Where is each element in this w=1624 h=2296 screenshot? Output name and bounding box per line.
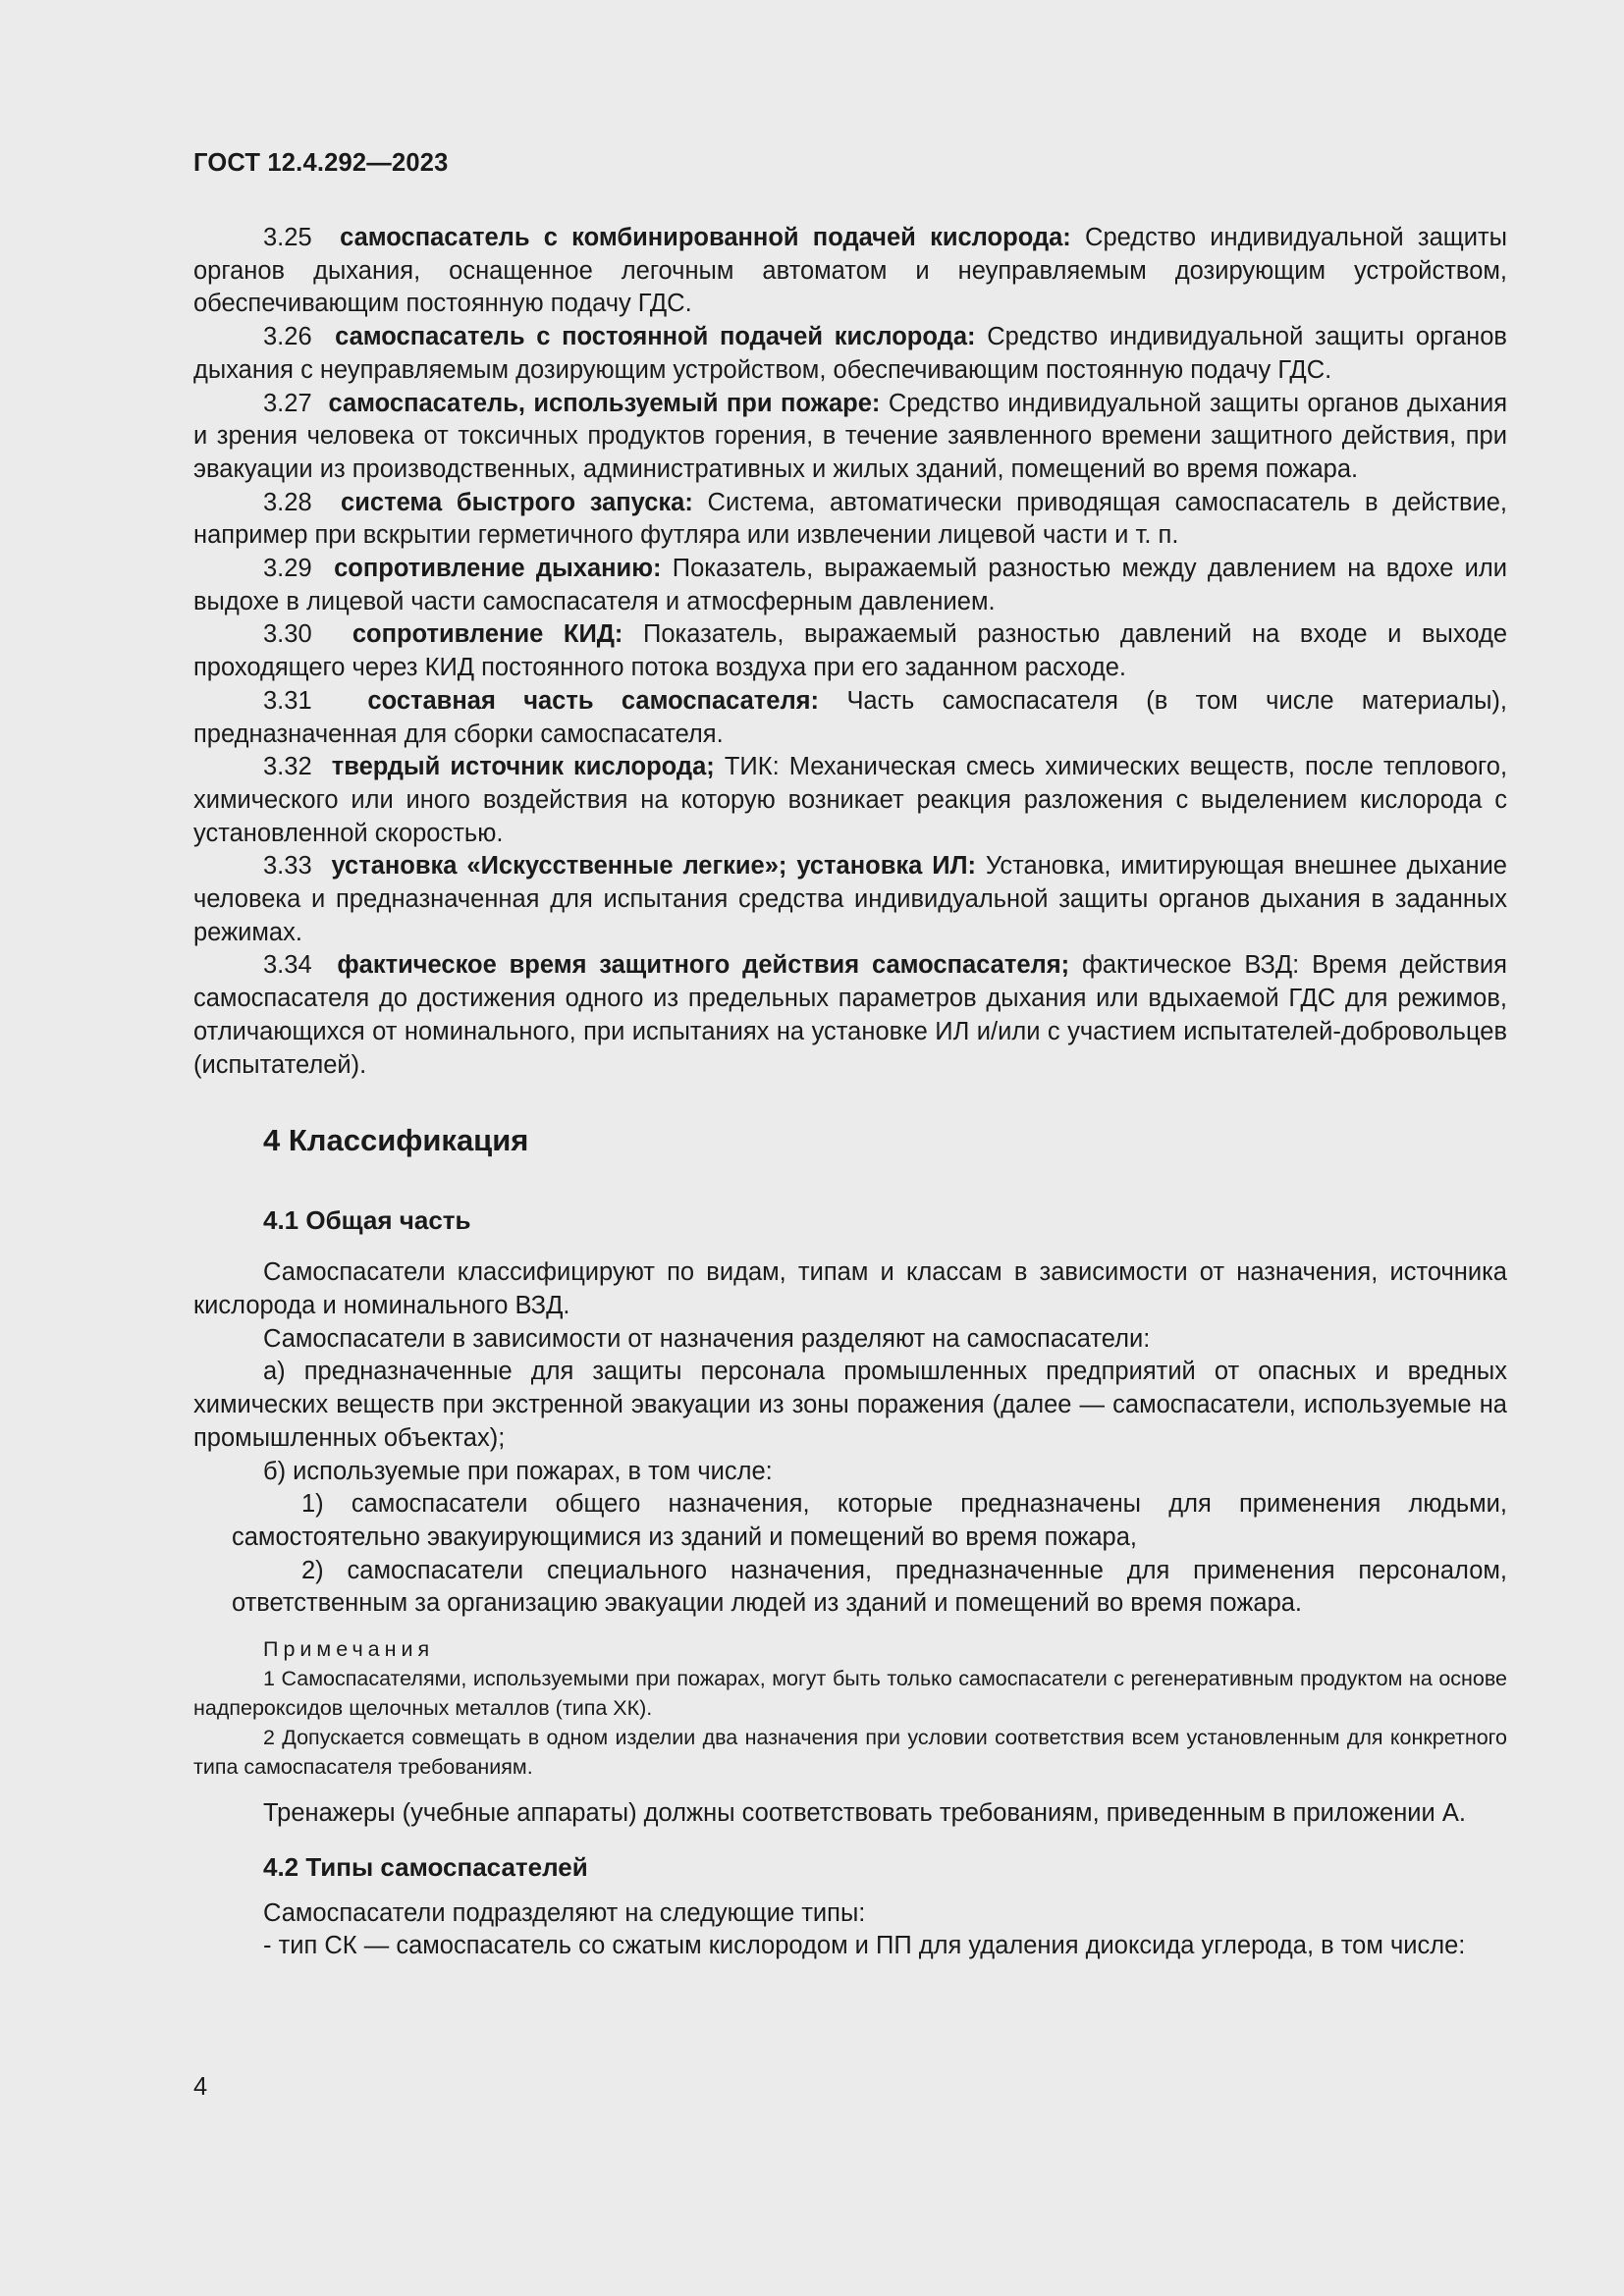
note-2: 2 Допускается совмещать в одном изделии два назначения при условии соответствия всем установленным для конкретного типа самоспасателя требованиям.: [193, 1726, 1507, 1780]
term-title: самоспасатель, используемый при пожаре:: [328, 389, 881, 417]
section-4-2-heading: 4.2 Типы самоспасателей: [263, 1851, 588, 1882]
section-4-heading: 4 Классификация: [263, 1123, 529, 1158]
term-title: фактическое время защитного действия самоспасателя;: [337, 951, 1070, 980]
term-title: система быстрого запуска:: [341, 488, 693, 516]
term-3-31: 3.31 составная часть самоспасателя: Часть самоспасателя (в том числе материалы), предназначенная для сборки самоспасателя.: [193, 686, 1508, 748]
note-1: 1 Самоспасателями, используемыми при пожарах, могут быть только самоспасатели с регенеративным продуктом на основе надпероксидов щелочных металлов (типа ХК).: [193, 1667, 1507, 1721]
term-3-26: 3.26 самоспасатель с постоянной подачей кислорода: Средство индивидуальной защиты органов дыхания с неуправляемым дозирующим устройством, обеспечивающим постоянную подачу ГДС.: [193, 323, 1507, 384]
term-title: сопротивление дыханию:: [334, 555, 662, 583]
term-3-34: 3.34 фактическое время защитного действия самоспасателя; фактическое ВЗД: Время действия самоспасателя до достижения одного из предельных параметров дыхания или вдыхаемой ГДС для режимов, отличающихся от номинального, при испытаниях на установке ИЛ и/или с участием испытателей-добровольцев (испытателей).: [193, 951, 1507, 1079]
paragraph-trainers: Тренажеры (учебные аппараты) должны соответствовать требованиям, приведенным в приложении А.: [263, 1799, 1466, 1828]
list-item-a: а) предназначенные для защиты персонала промышленных предприятий от опасных и вредных химических веществ при экстренной эвакуации из зоны поражения (далее — самоспасатели, используемые на промышленных объектах);: [193, 1358, 1507, 1452]
term-definition: Средство индивидуальной защиты органов дыхания, оснащенное легочным автоматом и неуправляемым дозирующим устройством, обеспечивающим постоянную подачу ГДС.: [193, 224, 1508, 318]
term-definition: Система, автоматически приводящая самоспасатель в действие, например при вскрытии герметичного футляра или извлечении лицевой части и т. п.: [193, 488, 1507, 550]
list-item-type-sk: - тип СК — самоспасатель со сжатым кислородом и ПП для удаления диоксида углерода, в том числе:: [263, 1932, 1466, 1960]
term-definition: Часть самоспасателя (в том числе материалы), предназначенная для сборки самоспасателя.: [193, 686, 1508, 748]
page-content: [193, 222, 1507, 1963]
term-definition: Время действия самоспасателя до достижения одного из предельных параметров дыхания или вдыхаемой ГДС для режимов, отличающихся от номинального, при испытаниях на установке ИЛ и/или с участием испытателей-добровольцев (испытателей).: [193, 951, 1507, 1079]
term-definition: Показатель, выражаемый разностью давлений на входе и выходе проходящего через КИД постоянного потока воздуха при его заданном расходе.: [193, 620, 1508, 682]
list-item-b: б) используемые при пожарах, в том числе:: [263, 1457, 773, 1485]
document-header: ГОСТ 12.4.292—2023: [193, 149, 449, 177]
term-title: самоспасатель с постоянной подачей кислорода:: [335, 323, 976, 351]
term-3-30: 3.30 сопротивление КИД: Показатель, выражаемый разностью давлений на входе и выходе проходящего через КИД постоянного потока воздуха при его заданном расходе.: [193, 620, 1508, 682]
term-3-29: 3.29 сопротивление дыханию: Показатель, выражаемый разностью между давлением на вдохе или выдохе в лицевой части самоспасателя и атмосферным давлением.: [193, 555, 1507, 615]
term-definition: Механическая смесь химических веществ, после теплового, химического или иного воздействия на которую возникает реакция разложения с выделением кислорода с установленной скоростью.: [193, 753, 1508, 847]
term-title: сопротивление КИД:: [352, 620, 623, 649]
term-3-28: 3.28 система быстрого запуска: Система, автоматически приводящая самоспасатель в действие, например при вскрытии герметичного футляра или извлечении лицевой части и т. п.: [193, 488, 1507, 550]
term-3-32: 3.32 твердый источник кислорода; ТИК: Механическая смесь химических веществ, после теплового, химического или иного воздействия на которую возникает реакция разложения с выделением кислорода с установленной скоростью.: [193, 753, 1508, 847]
page-number: 4: [193, 2073, 208, 2101]
term-title: самоспасатель с комбинированной подачей кислорода:: [340, 224, 1071, 251]
paragraph: Самоспасатели классифицируют по видам, типам и классам в зависимости от назначения, источника кислорода и номинального ВЗД.: [193, 1258, 1507, 1319]
term-alias: ТИК:: [724, 753, 780, 781]
term-definition: Установка, имитирующая внешнее дыхание человека и предназначенная для испытания средства индивидуальной защиты органов дыхания в заданных режимах.: [193, 852, 1507, 946]
term-3-33: 3.33 установка «Искусственные легкие»; установка ИЛ: Установка, имитирующая внешнее дыхание человека и предназначенная для испытания средства индивидуальной защиты органов дыхания в заданных режимах.: [193, 852, 1507, 946]
list-item-b1: 1) самоспасатели общего назначения, которые предназначены для применения людьми, самостоятельно эвакуирующимися из зданий и помещений во время пожара,: [232, 1490, 1507, 1551]
term-title: твердый источник кислорода;: [331, 753, 715, 781]
section-4-1-heading: 4.1 Общая часть: [263, 1205, 471, 1236]
term-definition: Средство индивидуальной защиты органов дыхания с неуправляемым дозирующим устройством, обеспечивающим постоянную подачу ГДС.: [193, 323, 1507, 384]
notes-title: Примечания: [263, 1637, 435, 1662]
term-3-25: 3.25 самоспасатель с комбинированной подачей кислорода: Средство индивидуальной защиты органов дыхания, оснащенное легочным автоматом и неуправляемым дозирующим устройством, обеспечивающим постоянную подачу ГДС.: [193, 224, 1508, 318]
paragraph: Самоспасатели в зависимости от назначения разделяют на самоспасатели:: [263, 1324, 1151, 1353]
paragraph: Самоспасатели подразделяют на следующие типы:: [263, 1898, 866, 1927]
term-title: установка «Искусственные легкие»; установка ИЛ:: [331, 852, 976, 881]
term-title: составная часть самоспасателя:: [367, 686, 820, 715]
term-3-27: 3.27 самоспасатель, используемый при пожаре: Средство индивидуальной защиты органов дыхания и зрения человека от токсичных продуктов горения, в течение заявленного времени защитного действия, при эвакуации из производственных, административных и жилых зданий, помещений во время пожара.: [193, 389, 1508, 483]
notes-block: [193, 1634, 1507, 1782]
term-definition: Показатель, выражаемый разностью между давлением на вдохе или выдохе в лицевой части самоспасателя и атмосферным давлением.: [193, 555, 1507, 615]
term-alias: фактическое ВЗД:: [1081, 951, 1300, 980]
list-item-b2: 2) самоспасатели специального назначения, предназначенные для применения персоналом, ответственным за организацию эвакуации людей из зданий и помещений во время пожара.: [232, 1556, 1507, 1618]
term-definition: Средство индивидуальной защиты органов дыхания и зрения человека от токсичных продуктов горения, в течение заявленного времени защитного действия, при эвакуации из производственных, административных и жилых зданий, помещений во время пожара.: [193, 389, 1508, 483]
